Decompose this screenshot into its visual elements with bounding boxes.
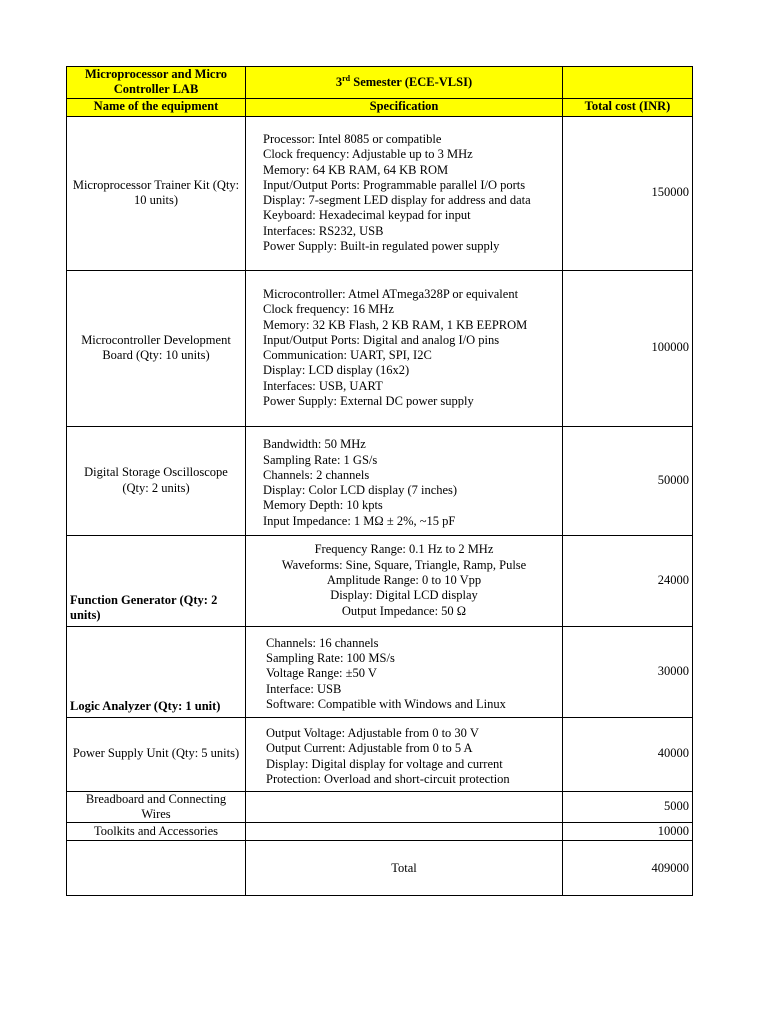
equipment-name: Digital Storage Oscilloscope (Qty: 2 units) xyxy=(67,426,246,535)
table-row xyxy=(67,717,693,791)
spec-line: Clock frequency: 16 MHz xyxy=(263,302,394,317)
total-value: 409000 xyxy=(563,841,693,896)
table-row xyxy=(67,823,693,841)
semester-title xyxy=(246,67,563,99)
equipment-cost: 30000 xyxy=(563,626,693,717)
spec-line: Power Supply: Built-in regulated power supply xyxy=(263,238,500,253)
spec-line: Clock frequency: Adjustable up to 3 MHz xyxy=(263,147,473,162)
equipment-cost: 150000 xyxy=(563,116,693,270)
spec-line: Input/Output Ports: Programmable parallel I/O ports xyxy=(263,177,526,192)
equipment-name: Function Generator (Qty: 2 units) xyxy=(67,535,246,626)
spec-line: Power Supply: External DC power supply xyxy=(263,393,474,408)
col-header-spec: Specification xyxy=(246,98,563,116)
spec-line: Protection: Overload and short-circuit protection xyxy=(266,771,510,786)
equipment-cost: 40000 xyxy=(563,717,693,791)
equipment-spec xyxy=(246,626,563,717)
column-header-row xyxy=(67,98,693,116)
total-row xyxy=(67,841,693,896)
spec-line: Frequency Range: 0.1 Hz to 2 MHz xyxy=(314,542,494,557)
spec-line: Sampling Rate: 1 GS/s xyxy=(263,452,378,467)
equipment-table xyxy=(66,66,693,896)
equipment-spec xyxy=(246,270,563,426)
table-row xyxy=(67,426,693,535)
equipment-cost: 24000 xyxy=(563,535,693,626)
equipment-name: Power Supply Unit (Qty: 5 units) xyxy=(67,717,246,791)
equipment-cost: 5000 xyxy=(563,791,693,823)
spec-line: Keyboard: Hexadecimal keypad for input xyxy=(263,208,471,223)
semester-ordinal: rd xyxy=(342,73,351,83)
table-row xyxy=(67,116,693,270)
spec-line: Channels: 2 channels xyxy=(263,467,370,482)
spec-line: Waveforms: Sine, Square, Triangle, Ramp, Pulse xyxy=(281,557,527,572)
spec-line: Amplitude Range: 0 to 10 Vpp xyxy=(326,572,482,587)
spec-line: Software: Compatible with Windows and Linux xyxy=(266,697,506,712)
equipment-name: Breadboard and Connecting Wires xyxy=(67,791,246,823)
equipment-spec xyxy=(246,823,563,841)
spec-line: Channels: 16 channels xyxy=(266,635,379,650)
spec-line: Input/Output Ports: Digital and analog I/O pins xyxy=(263,332,500,347)
col-header-cost: Total cost (INR) xyxy=(563,98,693,116)
equipment-cost: 10000 xyxy=(563,823,693,841)
spec-line: Memory: 32 KB Flash, 2 KB RAM, 1 KB EEPROM xyxy=(263,317,528,332)
equipment-name: Logic Analyzer (Qty: 1 unit) xyxy=(67,626,246,717)
spec-line: Display: Digital LCD display xyxy=(330,588,478,603)
spec-line: Sampling Rate: 100 MS/s xyxy=(266,651,395,666)
spec-line: Processor: Intel 8085 or compatible xyxy=(263,131,442,146)
spec-line: Communication: UART, SPI, I2C xyxy=(263,348,432,363)
table-row xyxy=(67,270,693,426)
semester-label: Semester (ECE-VLSI) xyxy=(350,74,473,89)
equipment-cost: 50000 xyxy=(563,426,693,535)
spec-line: Memory Depth: 10 kpts xyxy=(263,498,383,513)
col-header-name: Name of the equipment xyxy=(67,98,246,116)
table-row xyxy=(67,535,693,626)
spec-line: Display: Color LCD display (7 inches) xyxy=(263,483,458,498)
table-row xyxy=(67,791,693,823)
blank-header-cell xyxy=(563,67,693,99)
spec-line: Display: Digital display for voltage and current xyxy=(266,756,503,771)
total-blank-cell xyxy=(67,841,246,896)
table-row xyxy=(67,626,693,717)
spec-line: Display: LCD display (16x2) xyxy=(263,363,410,378)
equipment-cost: 100000 xyxy=(563,270,693,426)
spec-line: Memory: 64 KB RAM, 64 KB ROM xyxy=(263,162,449,177)
spec-line: Input Impedance: 1 MΩ ± 2%, ~15 pF xyxy=(263,513,456,528)
equipment-spec xyxy=(246,717,563,791)
lab-title: Microprocessor and Micro Controller LAB xyxy=(67,67,246,99)
equipment-spec xyxy=(246,535,563,626)
equipment-spec xyxy=(246,426,563,535)
spec-line: Interface: USB xyxy=(266,681,342,696)
equipment-name: Microprocessor Trainer Kit (Qty: 10 units) xyxy=(67,116,246,270)
total-label: Total xyxy=(246,841,563,896)
spec-line: Output Current: Adjustable from 0 to 5 A xyxy=(266,741,473,756)
spec-line: Output Voltage: Adjustable from 0 to 30 V xyxy=(266,726,479,740)
table-title-row xyxy=(67,67,693,99)
equipment-name: Microcontroller Development Board (Qty: 10 units) xyxy=(67,270,246,426)
equipment-spec xyxy=(246,116,563,270)
spec-line: Display: 7-segment LED display for address and data xyxy=(263,193,531,208)
equipment-spec xyxy=(246,791,563,823)
spec-line: Interfaces: RS232, USB xyxy=(263,223,384,238)
spec-line: Bandwidth: 50 MHz xyxy=(263,437,366,452)
spec-line: Voltage Range: ±50 V xyxy=(266,666,377,681)
spec-line: Microcontroller: Atmel ATmega328P or equivalent xyxy=(263,286,519,301)
semester-number: 3 xyxy=(335,74,343,89)
spec-line: Interfaces: USB, UART xyxy=(263,378,383,393)
equipment-name: Toolkits and Accessories xyxy=(67,823,246,841)
spec-line: Output Impedance: 50 Ω xyxy=(341,603,467,618)
